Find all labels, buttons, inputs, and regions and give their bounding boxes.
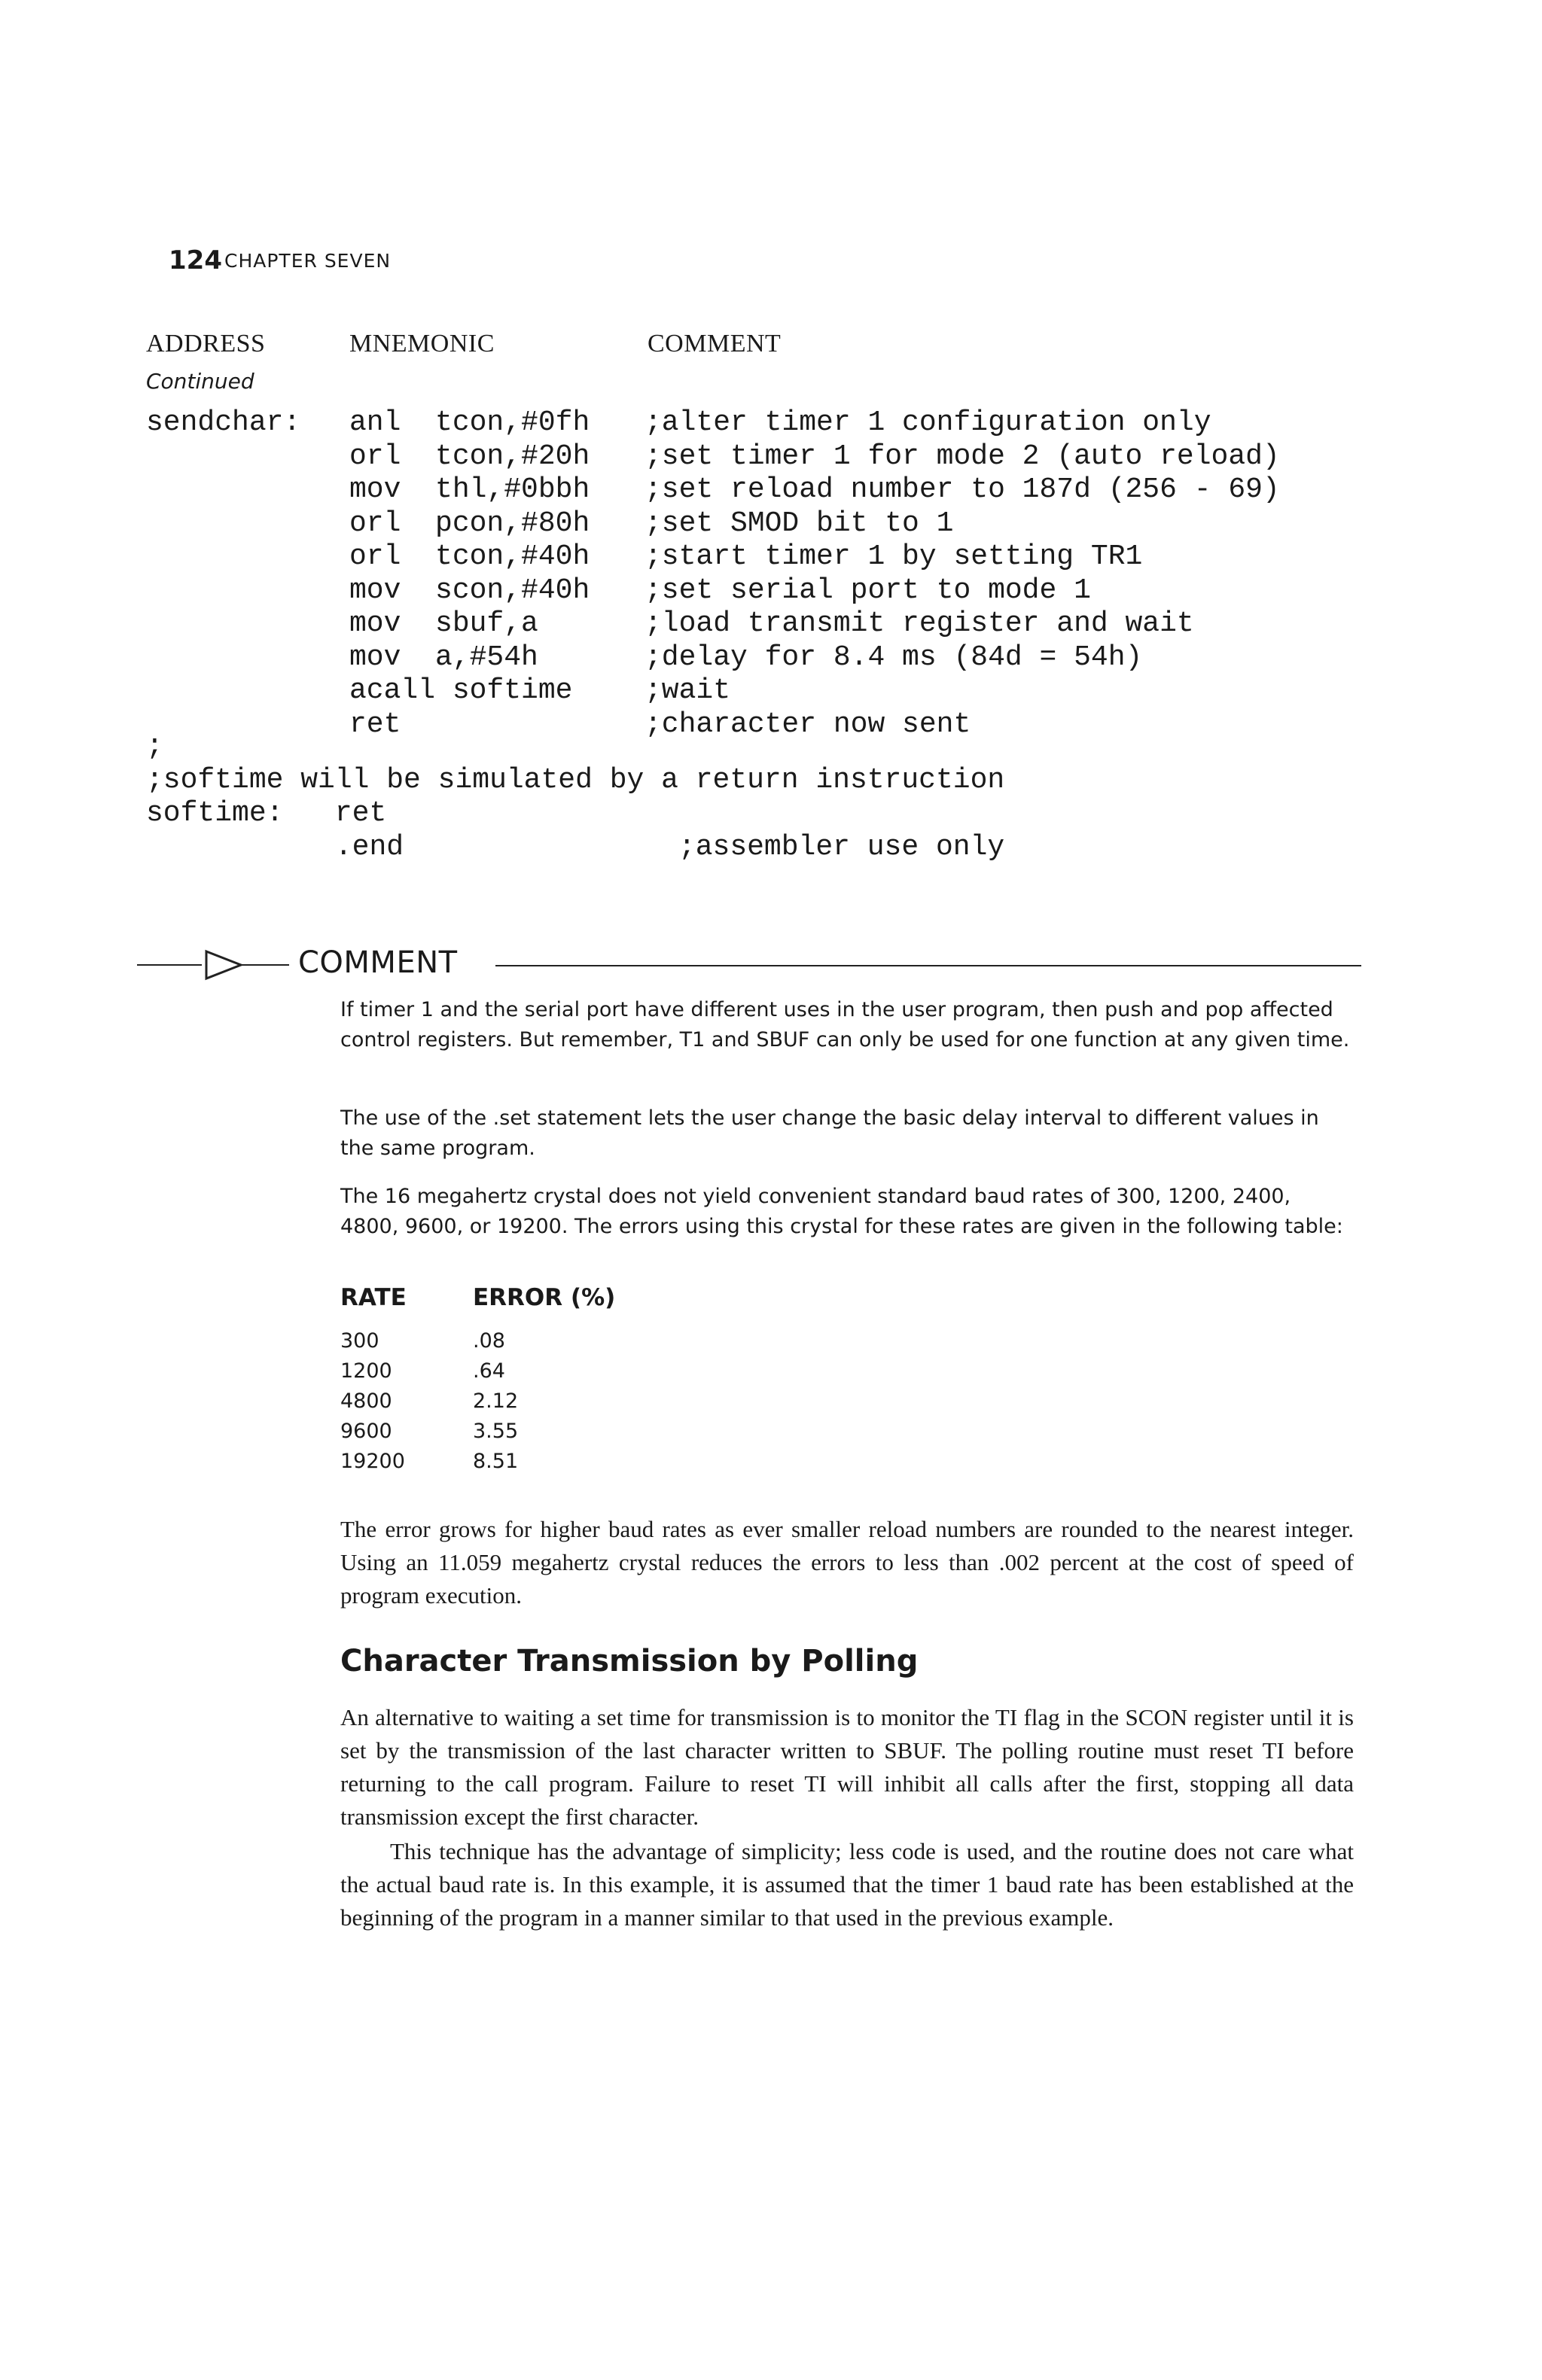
error-cell: 2.12: [473, 1389, 519, 1413]
comment-paragraph: The use of the .set statement lets the user change the basic delay interval to different values in the same program.: [340, 1106, 1319, 1160]
column-header-mnemonic: MNEMONIC: [349, 330, 495, 358]
rate-cell: 19200: [340, 1450, 405, 1473]
body-paragraph: The error grows for higher baud rates as ever smaller reload numbers are rounded to the nearest integer. Using an 11.059 megahertz crystal reduces the errors to less than .002 percent at the cost of speed of program execution.: [340, 1516, 1354, 1608]
body-paragraph: This technique has the advantage of simplicity; less code is used, and the routine does not care what the actual baud rate is. In this example, it is assumed that the timer 1 baud rate has been established at the beginning of the program in a manner similar to that used in the previous example.: [340, 1838, 1354, 1931]
comment-arrow-icon: [134, 941, 292, 986]
comment-title: COMMENT: [298, 945, 458, 980]
column-header-comment: COMMENT: [648, 330, 782, 358]
table-header-error: ERROR (%): [473, 1284, 616, 1311]
rate-cell: 4800: [340, 1389, 392, 1413]
body-paragraph: An alternative to waiting a set time for transmission is to monitor the TI flag in the SCON register until it is set by the transmission of the last character written to SBUF. The polling routine must reset TI before returning to the call program. Failure to reset TI will inhibit all calls after the first, stopping all data transmission except the first character.: [340, 1704, 1354, 1830]
table-header-rate: RATE: [340, 1284, 407, 1311]
section-title: Character Transmission by Polling: [340, 1644, 919, 1678]
comment-paragraph: The 16 megahertz crystal does not yield convenient standard baud rates of 300, 1200, 2400, 4800, 9600, or 19200. The errors using this crystal for these rates are given in the following table:: [340, 1185, 1343, 1238]
code-labels: sendchar:: [146, 406, 301, 439]
error-cell: 8.51: [473, 1450, 519, 1473]
comment-heading: [134, 941, 1361, 986]
rate-cell: 300: [340, 1329, 379, 1353]
chapter-title: CHAPTER SEVEN: [224, 250, 392, 272]
error-cell: .08: [473, 1329, 505, 1353]
code-tail: ; ;softime will be simulated by a return instruction softime: ret .end ;assembler use only: [146, 730, 1005, 863]
continued-label: Continued: [146, 369, 254, 394]
error-cell: .64: [473, 1359, 505, 1383]
page-number: 124: [169, 245, 222, 275]
rate-cell: 1200: [340, 1359, 392, 1383]
error-cell: 3.55: [473, 1420, 519, 1443]
column-header-address: ADDRESS: [146, 330, 266, 358]
code-mnemonics: anl tcon,#0fh orl tcon,#20h mov thl,#0bbh orl pcon,#80h orl tcon,#40h mov scon,#40h mov sbuf,a mov a,#54h acall softime ret: [349, 406, 590, 741]
comment-paragraph: If timer 1 and the serial port have different uses in the user program, then push and pop affected control registers. But remember, T1 and SBUF can only be used for one function at any given time.: [340, 998, 1350, 1052]
rate-cell: 9600: [340, 1420, 392, 1443]
code-comments: ;alter timer 1 configuration only ;set timer 1 for mode 2 (auto reload) ;set reload number to 187d (256 - 69) ;set SMOD bit to 1 ;start timer 1 by setting TR1 ;set serial port to mode 1 ;load transmit register and wait ;delay for 8.4 ms (84d = 54h) ;wait ;character now sent: [645, 406, 1280, 741]
comment-rule: [495, 965, 1361, 966]
